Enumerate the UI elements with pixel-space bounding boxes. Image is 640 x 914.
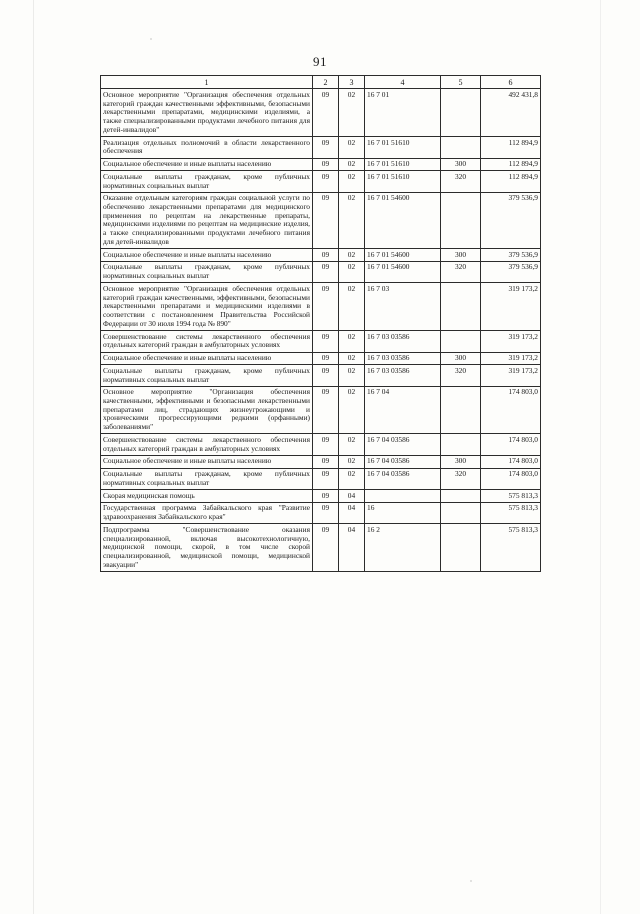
row-subsection: 02 — [339, 171, 365, 192]
row-section: 09 — [313, 455, 339, 468]
row-section: 09 — [313, 192, 339, 248]
row-section: 09 — [313, 283, 339, 331]
row-subsection: 02 — [339, 192, 365, 248]
column-header-3: 3 — [339, 76, 365, 89]
row-expense-type — [441, 192, 481, 248]
scan-speck — [470, 880, 472, 882]
row-name: Социальные выплаты гражданам, кроме публичных нормативных социальных выплат — [101, 261, 313, 282]
row-section: 09 — [313, 331, 339, 352]
table-row — [101, 283, 541, 331]
column-header-2: 2 — [313, 76, 339, 89]
row-name: Подпрограмма "Совершенствование оказания специализированной, включая высокотехнологичную, медицинской помощи, скорой, в том числе скорой специализированной, медицинской помощи, медицинской эвакуации" — [101, 524, 313, 572]
row-amount: 379 536,9 — [481, 192, 541, 248]
row-expense-type — [441, 490, 481, 503]
table-row — [101, 331, 541, 352]
row-name: Социальное обеспечение и иные выплаты населению — [101, 352, 313, 365]
row-subsection: 02 — [339, 261, 365, 282]
row-section: 09 — [313, 468, 339, 489]
row-expense-type: 300 — [441, 158, 481, 171]
table-header-row — [101, 76, 541, 89]
table-row — [101, 192, 541, 248]
row-expense-type — [441, 502, 481, 523]
row-target-code: 16 7 04 03586 — [365, 468, 441, 489]
row-expense-type: 320 — [441, 171, 481, 192]
row-target-code: 16 7 01 54600 — [365, 261, 441, 282]
table-row — [101, 386, 541, 434]
row-section: 09 — [313, 524, 339, 572]
row-amount: 379 536,9 — [481, 261, 541, 282]
row-name: Основное мероприятие "Организация обеспечения отдельных категорий граждан качественными, эффективными, безопасными лекарственными препаратами и медицинскими изделиями в соответствии с постановлением Правительства Российской Федерации от 30 июля 1994 года № 890" — [101, 283, 313, 331]
row-expense-type: 300 — [441, 249, 481, 262]
table-row — [101, 455, 541, 468]
row-expense-type — [441, 283, 481, 331]
row-section: 09 — [313, 502, 339, 523]
row-amount: 319 173,2 — [481, 331, 541, 352]
table-row — [101, 502, 541, 523]
row-name: Совершенствование системы лекарственного обеспечения отдельных категорий граждан в амбулаторных условиях — [101, 434, 313, 455]
row-amount: 492 431,8 — [481, 89, 541, 137]
row-target-code: 16 7 04 — [365, 386, 441, 434]
row-section: 09 — [313, 89, 339, 137]
row-expense-type — [441, 137, 481, 158]
row-subsection: 02 — [339, 89, 365, 137]
row-name: Скорая медицинская помощь — [101, 490, 313, 503]
row-amount: 319 173,2 — [481, 283, 541, 331]
row-target-code: 16 7 03 03586 — [365, 331, 441, 352]
page-number: 91 — [313, 54, 327, 69]
row-expense-type — [441, 331, 481, 352]
row-subsection: 04 — [339, 502, 365, 523]
row-target-code: 16 — [365, 502, 441, 523]
table-row — [101, 524, 541, 572]
row-name: Основное мероприятие "Организация обеспечения качественными, эффективными и безопасными лекарственными препаратами лиц, страдающих жизнеугрожающими и хроническими прогрессирующими редкими (орфанными) заболеваниями" — [101, 386, 313, 434]
row-amount: 112 894,9 — [481, 137, 541, 158]
row-section: 09 — [313, 171, 339, 192]
row-subsection: 02 — [339, 455, 365, 468]
column-header-5: 5 — [441, 76, 481, 89]
row-subsection: 02 — [339, 352, 365, 365]
row-name: Основное мероприятие "Организация обеспечения отдельных категорий граждан качественными эффективными, безопасными лекарственными препаратами, медицинскими изделиями, а также специализированными продуктами лечебного питания для детей-инвалидов" — [101, 89, 313, 137]
row-target-code: 16 7 01 51610 — [365, 137, 441, 158]
row-name: Оказание отдельным категориям граждан социальной услуги по обеспечению лекарственными препаратами для медицинского применения по рецептам на лекарственные препараты, медицинскими изделиями по рецептам на медицинские изделия, а также специализированными продуктами лечебного питания для детей-инвалидов — [101, 192, 313, 248]
row-subsection: 02 — [339, 249, 365, 262]
row-expense-type: 320 — [441, 365, 481, 386]
row-subsection: 02 — [339, 468, 365, 489]
row-name: Социальные выплаты гражданам, кроме публичных нормативных социальных выплат — [101, 365, 313, 386]
column-header-4: 4 — [365, 76, 441, 89]
table-row — [101, 365, 541, 386]
row-expense-type — [441, 89, 481, 137]
table-row — [101, 490, 541, 503]
row-target-code: 16 7 03 03586 — [365, 365, 441, 386]
row-amount: 174 803,0 — [481, 468, 541, 489]
column-header-6: 6 — [481, 76, 541, 89]
row-expense-type: 320 — [441, 261, 481, 282]
table-row — [101, 171, 541, 192]
row-name: Социальные выплаты гражданам, кроме публичных нормативных социальных выплат — [101, 468, 313, 489]
row-name: Государственная программа Забайкальского края "Развитие здравоохранения Забайкальского края" — [101, 502, 313, 523]
row-section: 09 — [313, 249, 339, 262]
row-expense-type — [441, 386, 481, 434]
row-target-code: 16 7 01 54600 — [365, 192, 441, 248]
row-amount: 575 813,3 — [481, 502, 541, 523]
row-subsection: 02 — [339, 331, 365, 352]
row-amount: 319 173,2 — [481, 365, 541, 386]
table-row — [101, 137, 541, 158]
scan-margin-line-left — [33, 0, 34, 914]
row-section: 09 — [313, 261, 339, 282]
row-subsection: 02 — [339, 137, 365, 158]
row-section: 09 — [313, 158, 339, 171]
table-row — [101, 261, 541, 282]
row-amount: 575 813,3 — [481, 524, 541, 572]
row-name: Социальное обеспечение и иные выплаты населению — [101, 249, 313, 262]
column-header-1: 1 — [101, 76, 313, 89]
row-target-code: 16 7 04 03586 — [365, 455, 441, 468]
scan-speck — [150, 38, 152, 40]
row-target-code: 16 7 04 03586 — [365, 434, 441, 455]
row-subsection: 02 — [339, 434, 365, 455]
row-subsection: 02 — [339, 283, 365, 331]
row-target-code: 16 2 — [365, 524, 441, 572]
row-target-code: 16 7 03 03586 — [365, 352, 441, 365]
row-amount: 174 803,0 — [481, 434, 541, 455]
row-target-code: 16 7 03 — [365, 283, 441, 331]
table-row — [101, 468, 541, 489]
row-target-code: 16 7 01 51610 — [365, 171, 441, 192]
row-amount: 112 894,9 — [481, 158, 541, 171]
row-target-code: 16 7 01 51610 — [365, 158, 441, 171]
row-amount: 319 173,2 — [481, 352, 541, 365]
row-amount: 112 894,9 — [481, 171, 541, 192]
row-expense-type — [441, 524, 481, 572]
row-section: 09 — [313, 137, 339, 158]
budget-table-container — [100, 75, 540, 572]
row-subsection: 02 — [339, 158, 365, 171]
row-subsection: 04 — [339, 524, 365, 572]
table-row — [101, 158, 541, 171]
table-row — [101, 352, 541, 365]
row-section: 09 — [313, 490, 339, 503]
row-amount: 174 803,0 — [481, 386, 541, 434]
row-name: Совершенствование системы лекарственного обеспечения отдельных категорий граждан в амбулаторных условиях — [101, 331, 313, 352]
row-expense-type: 320 — [441, 468, 481, 489]
scan-margin-line-right — [600, 0, 601, 914]
row-subsection: 04 — [339, 490, 365, 503]
row-name: Реализация отдельных полномочий в области лекарственного обеспечения — [101, 137, 313, 158]
row-subsection: 02 — [339, 365, 365, 386]
table-row — [101, 89, 541, 137]
row-section: 09 — [313, 434, 339, 455]
table-row — [101, 249, 541, 262]
row-section: 09 — [313, 352, 339, 365]
row-name: Социальное обеспечение и иные выплаты населению — [101, 158, 313, 171]
row-amount: 379 536,9 — [481, 249, 541, 262]
row-subsection: 02 — [339, 386, 365, 434]
row-section: 09 — [313, 386, 339, 434]
table-row — [101, 434, 541, 455]
row-name: Социальное обеспечение и иные выплаты населению — [101, 455, 313, 468]
row-target-code: 16 7 01 54600 — [365, 249, 441, 262]
row-target-code — [365, 490, 441, 503]
row-expense-type — [441, 434, 481, 455]
row-name: Социальные выплаты гражданам, кроме публичных нормативных социальных выплат — [101, 171, 313, 192]
row-expense-type: 300 — [441, 455, 481, 468]
row-amount: 174 803,0 — [481, 455, 541, 468]
budget-table — [100, 75, 541, 572]
row-section: 09 — [313, 365, 339, 386]
row-target-code: 16 7 01 — [365, 89, 441, 137]
row-expense-type: 300 — [441, 352, 481, 365]
row-amount: 575 813,3 — [481, 490, 541, 503]
